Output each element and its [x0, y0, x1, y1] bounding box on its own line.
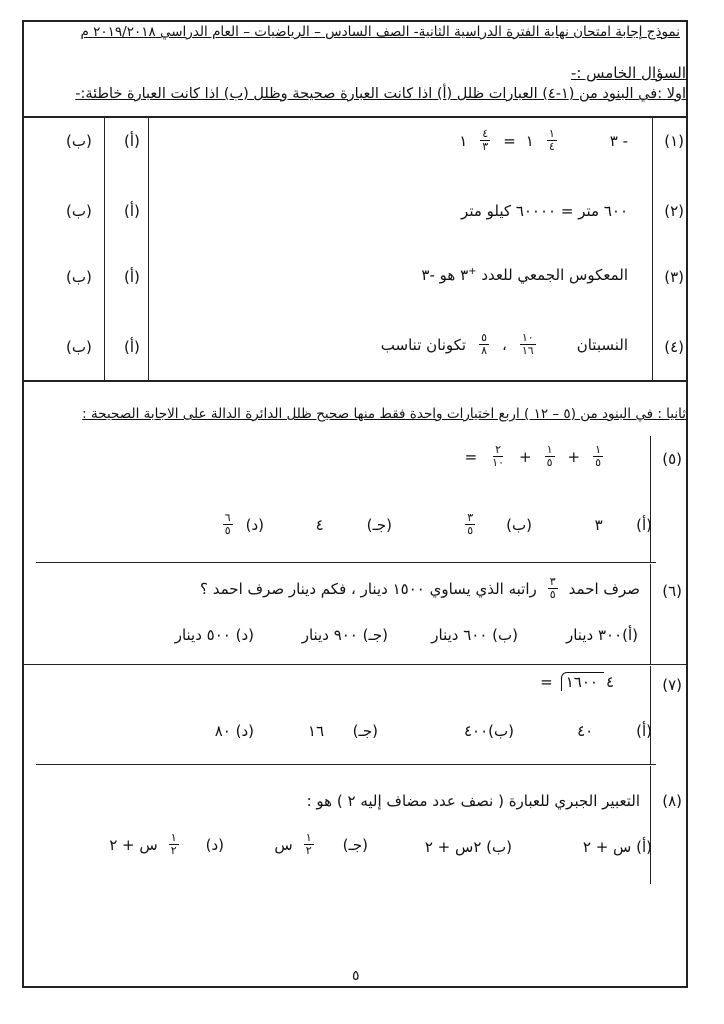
answer-column-rule	[148, 118, 149, 380]
q6-option-b[interactable]: (ب) ٦٠٠ دينار	[431, 626, 518, 644]
q5-number: (٥)	[662, 450, 682, 468]
q8-option-c[interactable]: (جـ) $\frac{١}{٢}$ س	[274, 831, 368, 857]
part1-top-rule	[22, 116, 688, 118]
item4-statement: النسبتان $\frac{١٠}{١٦}$ ، $\frac{٥}{٨}$ تكونان تناسب	[380, 331, 628, 357]
fraction: $\frac{١}{٥}$	[546, 443, 553, 469]
q7-expression: = ١٦٠٠ ٤	[540, 672, 614, 691]
fraction: $\frac{٥}{٨}$	[481, 331, 488, 357]
answer-divider-rule	[104, 118, 105, 380]
option-b[interactable]: (ب)	[66, 132, 92, 150]
q5-option-c[interactable]: (جـ) ٤	[315, 516, 392, 534]
part1-instruction: اولا :في البنود من (١-٤) العبارات ظلل (أ) اذا كانت العبارة صحيحة وظلل (ب) اذا كانت العبارة خاطئة:-	[75, 86, 686, 102]
q8-option-b[interactable]: (ب) ٢س + ٢	[424, 838, 512, 856]
q7-number-rule	[650, 666, 651, 764]
question-title: السؤال الخامس :-	[570, 64, 686, 82]
q5-expression: = $\frac{٢}{١٠}$ + $\frac{١}{٥}$ + $\frac{١}{٥}$	[464, 443, 601, 469]
q7-bottom-rule	[36, 764, 656, 765]
q8-number-rule	[650, 766, 651, 884]
item-number: (٤)	[664, 338, 684, 356]
exam-header: نموذج إجابة امتحان نهاية الفترة الدراسية الثانية- الصف السادس – الرياضيات – العام الدراسي ٢٠١٩/٢٠١٨ م	[80, 24, 680, 40]
option-a[interactable]: (أ)	[124, 338, 140, 356]
q7-option-a[interactable]: (أ) ٤٠	[577, 722, 652, 740]
q8-number: (٨)	[662, 792, 682, 810]
q6-bottom-rule	[22, 664, 688, 665]
q5-option-a[interactable]: (أ) ٣	[594, 516, 652, 534]
item3-statement: المعكوس الجمعي للعدد +٣ هو -٣	[421, 266, 628, 284]
q7-number: (٧)	[662, 676, 682, 694]
q7-option-c[interactable]: (جـ) ١٦	[307, 722, 378, 740]
whole-number: ٣ -	[609, 131, 628, 150]
q7-option-b[interactable]: (ب)٤٠٠	[464, 722, 514, 740]
item-number: (١)	[664, 132, 684, 150]
q8-option-a[interactable]: (أ) س + ٢	[582, 838, 652, 856]
option-b[interactable]: (ب)	[66, 268, 92, 286]
q6-number: (٦)	[662, 582, 682, 600]
part1-bottom-rule	[22, 380, 688, 382]
whole-number: ١	[459, 131, 468, 150]
q6-option-a[interactable]: (أ)٣٠٠ دينار	[565, 626, 638, 644]
q7-option-d[interactable]: (د) ٨٠	[214, 722, 254, 740]
option-a[interactable]: (أ)	[124, 202, 140, 220]
item-number: (٣)	[664, 268, 684, 286]
q6-option-c[interactable]: (جـ) ٩٠٠ دينار	[301, 626, 388, 644]
fraction: $\frac{١}{٥}$	[595, 443, 601, 469]
q8-option-d[interactable]: (د) $\frac{١}{٢}$ س + ٢	[109, 831, 224, 857]
long-division: ١٦٠٠	[561, 672, 604, 691]
q5-bottom-rule	[36, 562, 656, 563]
item1-statement	[459, 128, 628, 153]
whole-number: ١	[525, 131, 534, 150]
page-number: ٥	[352, 968, 360, 984]
item-number: (٢)	[664, 202, 684, 220]
q6-number-rule	[650, 564, 651, 664]
option-b[interactable]: (ب)	[66, 338, 92, 356]
fraction: $\frac{٤}{٣}$	[482, 127, 489, 153]
option-b[interactable]: (ب)	[66, 202, 92, 220]
option-a[interactable]: (أ)	[124, 132, 140, 150]
fraction: $\frac{٢}{١٠}$	[492, 443, 504, 469]
fraction: $\frac{١٠}{١٦}$	[521, 331, 534, 357]
option-a[interactable]: (أ)	[124, 268, 140, 286]
part2-instruction: ثانيا : في البنود من (٥ – ١٢ ) اربع اختيارات واحدة فقط منها صحيح ظلل الدائرة الدالة على الاجابة الصحيحة :	[82, 406, 686, 422]
q5-option-d[interactable]: (د) $\frac{٦}{٥}$	[224, 511, 264, 537]
fraction: $\frac{١}{٤}$	[548, 127, 555, 153]
q6-stem: صرف احمد $\frac{٣}{٥}$ راتبه الذي يساوي ١٥٠٠ دينار ، فكم دينار صرف احمد ؟	[200, 575, 640, 601]
number-column-rule	[652, 118, 653, 380]
item2-statement: ٦٠٠ متر = ٦٠٠٠٠ كيلو متر	[461, 202, 628, 220]
equals-sign: =	[503, 131, 516, 150]
q8-stem: التعبير الجبري للعبارة ( نصف عدد مضاف إليه ٢ ) هو :	[306, 792, 640, 810]
q5-number-rule	[650, 436, 651, 562]
q6-option-d[interactable]: (د) ٥٠٠ دينار	[174, 626, 254, 644]
q5-option-b[interactable]: (ب) $\frac{٣}{٥}$	[467, 511, 532, 537]
